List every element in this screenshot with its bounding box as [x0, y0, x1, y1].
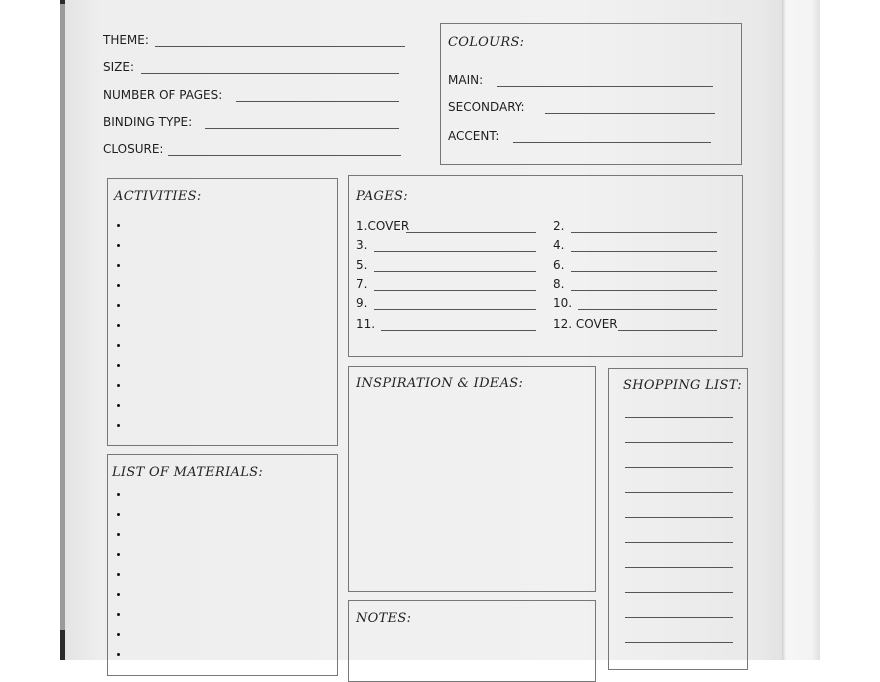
- field-label-closure: CLOSURE:: [103, 142, 164, 156]
- colour-label-secondary: SECONDARY:: [448, 100, 525, 114]
- activity-bullet: [117, 264, 120, 267]
- page-line[interactable]: [374, 251, 536, 252]
- shopping-list-line[interactable]: [625, 467, 733, 468]
- closure-line[interactable]: [168, 155, 401, 156]
- material-bullet: [117, 633, 120, 636]
- shopping-list-line[interactable]: [625, 492, 733, 493]
- activity-bullet: [117, 364, 120, 367]
- activity-bullet: [117, 384, 120, 387]
- colours-title: COLOURS:: [448, 35, 525, 50]
- page-number-label: 6.: [553, 258, 565, 272]
- sheet-edge: [782, 0, 820, 660]
- theme-line[interactable]: [155, 46, 405, 47]
- page-line[interactable]: [381, 330, 536, 331]
- material-bullet: [117, 573, 120, 576]
- inspiration-box: [348, 366, 596, 592]
- activity-bullet: [117, 424, 120, 427]
- material-bullet: [117, 593, 120, 596]
- material-bullet: [117, 613, 120, 616]
- activity-bullet: [117, 404, 120, 407]
- activities-title: ACTIVITIES:: [114, 189, 202, 204]
- page-number-label: 1.COVER: [356, 219, 410, 233]
- shopping-list-line[interactable]: [625, 592, 733, 593]
- material-bullet: [117, 653, 120, 656]
- page-line[interactable]: [374, 309, 536, 310]
- page-number-label: 12. COVER: [553, 317, 618, 331]
- activity-bullet: [117, 324, 120, 327]
- field-label-size: SIZE:: [103, 60, 135, 74]
- size-line[interactable]: [141, 73, 399, 74]
- page-number-label: 8.: [553, 277, 565, 291]
- materials-box: [107, 454, 338, 676]
- shopping-list-line[interactable]: [625, 517, 733, 518]
- shopping-list-line[interactable]: [625, 542, 733, 543]
- page-line[interactable]: [578, 309, 717, 310]
- page-line[interactable]: [406, 232, 536, 233]
- main-colour-line[interactable]: [497, 86, 713, 87]
- activities-box: [107, 178, 338, 446]
- page-line[interactable]: [374, 290, 536, 291]
- page-number-label: 7.: [356, 277, 368, 291]
- activity-bullet: [117, 224, 120, 227]
- page-number-label: 11.: [356, 317, 376, 331]
- accent-colour-line[interactable]: [513, 142, 711, 143]
- binding-line[interactable]: [205, 128, 399, 129]
- field-label-theme: THEME:: [103, 33, 149, 47]
- binding-spine: [60, 0, 65, 660]
- material-bullet: [117, 493, 120, 496]
- page-number-label: 4.: [553, 238, 565, 252]
- material-bullet: [117, 513, 120, 516]
- page-line[interactable]: [618, 330, 717, 331]
- activity-bullet: [117, 304, 120, 307]
- colour-label-main: MAIN:: [448, 73, 484, 87]
- page-number-label: 2.: [553, 219, 565, 233]
- notes-title: NOTES:: [356, 611, 412, 626]
- page-line[interactable]: [571, 290, 717, 291]
- spine-top-mark: [60, 0, 65, 4]
- shopping-list-title: SHOPPING LIST:: [623, 378, 742, 393]
- page-number-label: 9.: [356, 296, 368, 310]
- activity-bullet: [117, 284, 120, 287]
- pages-count-line[interactable]: [236, 101, 399, 102]
- shopping-list-line[interactable]: [625, 442, 733, 443]
- materials-title: LIST OF MATERIALS:: [112, 465, 264, 480]
- material-bullet: [117, 533, 120, 536]
- activity-bullet: [117, 344, 120, 347]
- page-line[interactable]: [374, 271, 536, 272]
- pages-title: PAGES:: [356, 189, 408, 204]
- shopping-list-line[interactable]: [625, 617, 733, 618]
- page-number-label: 3.: [356, 238, 368, 252]
- field-label-pages: NUMBER OF PAGES:: [103, 88, 223, 102]
- shopping-list-line[interactable]: [625, 642, 733, 643]
- page-line[interactable]: [571, 251, 717, 252]
- field-label-binding: BINDING TYPE:: [103, 115, 193, 129]
- page-number-label: 5.: [356, 258, 368, 272]
- activity-bullet: [117, 244, 120, 247]
- secondary-colour-line[interactable]: [545, 113, 715, 114]
- page-line[interactable]: [571, 271, 717, 272]
- shopping-list-line[interactable]: [625, 417, 733, 418]
- page-line[interactable]: [571, 232, 717, 233]
- inspiration-title: INSPIRATION & IDEAS:: [356, 376, 524, 391]
- material-bullet: [117, 553, 120, 556]
- shopping-list-line[interactable]: [625, 567, 733, 568]
- page-number-label: 10.: [553, 296, 573, 310]
- spine-bottom-mark: [60, 630, 65, 660]
- colour-label-accent: ACCENT:: [448, 129, 500, 143]
- shopping-list-box: [608, 368, 748, 670]
